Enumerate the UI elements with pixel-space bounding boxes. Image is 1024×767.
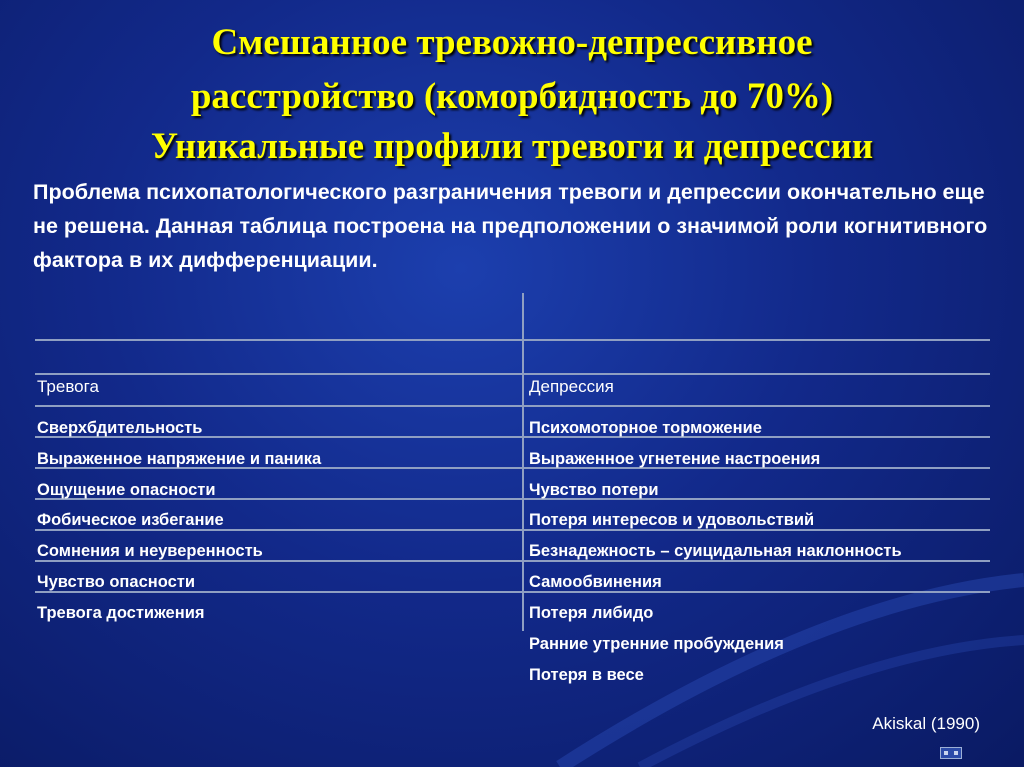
anxiety-item: Тревога достижения <box>37 604 205 622</box>
depression-item: Потеря интересов и удовольствий <box>529 511 815 529</box>
slide-title-line-3: Уникальные профили тревоги и депрессии <box>150 126 874 167</box>
anxiety-column-header: Тревога <box>37 377 99 396</box>
anxiety-item: Чувство опасности <box>37 573 195 591</box>
anxiety-item: Фобическое избегание <box>37 511 224 529</box>
table-rule <box>35 405 990 407</box>
depression-item: Психомоторное торможение <box>529 419 762 437</box>
anxiety-item: Ощущение опасности <box>37 481 216 499</box>
slide-title-line-2: расстройство (коморбидность до 70%) <box>190 76 834 117</box>
depression-item: Чувство потери <box>529 481 659 499</box>
depression-item: Безнадежность – суицидальная наклонность <box>529 542 902 560</box>
table-rule <box>35 373 990 375</box>
anxiety-item: Сомнения и неуверенность <box>37 542 263 560</box>
depression-item: Самообвинения <box>529 573 662 591</box>
slide-navigation-icon[interactable] <box>940 747 962 759</box>
slide-title-line-1: Смешанное тревожно-депрессивное <box>211 22 813 63</box>
table-column-divider <box>522 293 524 631</box>
depression-item: Выраженное угнетение настроения <box>529 450 821 468</box>
citation: Akiskal (1990) <box>872 714 980 733</box>
table-rule <box>35 339 990 341</box>
anxiety-item: Сверхбдительность <box>37 419 203 437</box>
depression-column-header: Депрессия <box>529 377 614 396</box>
anxiety-item: Выраженное напряжение и паника <box>37 450 322 468</box>
intro-paragraph: Проблема психопатологического разграничения тревоги и депрессии окончательно еще не решена. Данная таблица построена на предположении о значимой роли когнитивного фактора в их дифференциации. <box>33 180 988 272</box>
depression-item: Ранние утренние пробуждения <box>529 635 784 653</box>
depression-item: Потеря либидо <box>529 604 654 622</box>
depression-item: Потеря в весе <box>529 666 644 684</box>
